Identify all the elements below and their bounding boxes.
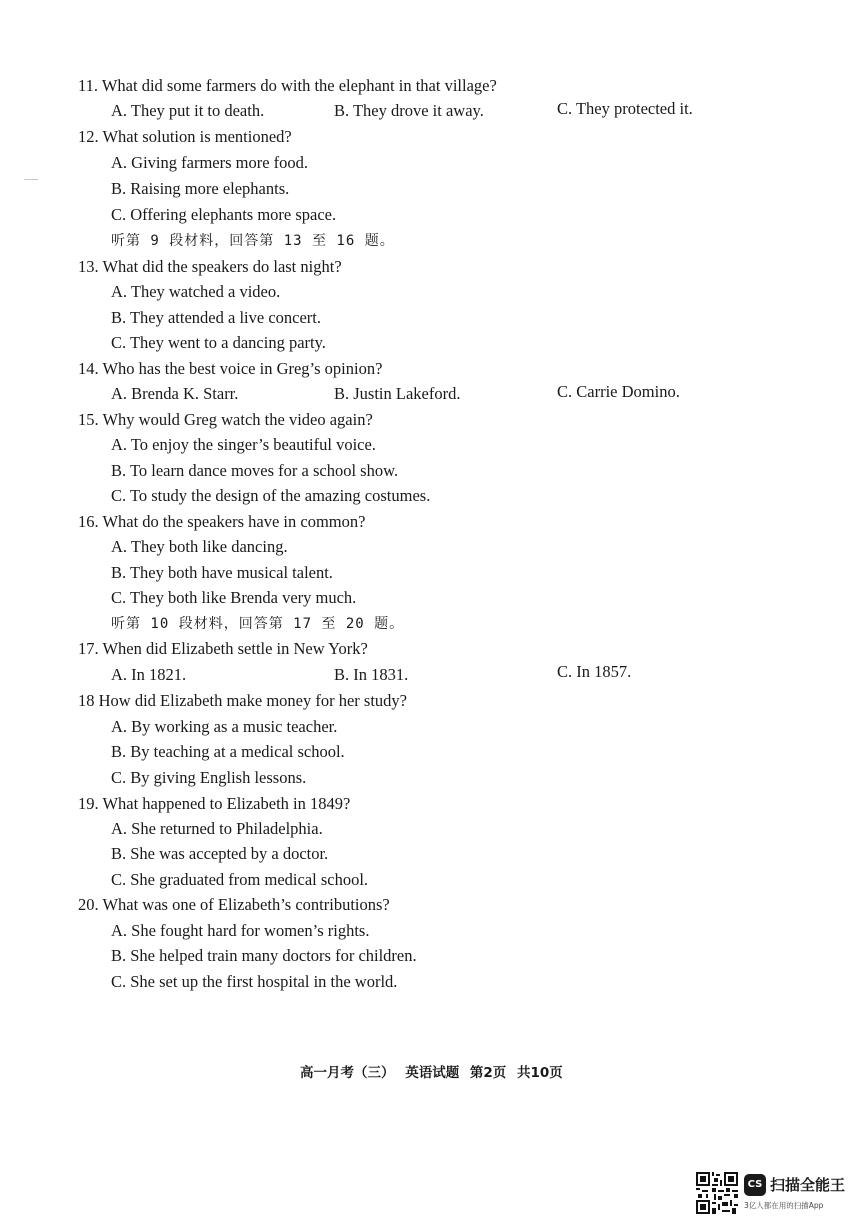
question-18: 18 How did Elizabeth make money for her study? [78, 691, 407, 710]
qr-code-icon [696, 1172, 738, 1214]
question-20-option-c: C. She set up the first hospital in the world. [111, 972, 398, 991]
question-14: 14. Who has the best voice in Greg’s opinion? [78, 359, 383, 378]
question-19-option-a: A. She returned to Philadelphia. [111, 819, 323, 838]
question-14-option-b: B. Justin Lakeford. [334, 384, 461, 403]
question-14-option-a: A. Brenda K. Starr. [111, 384, 239, 403]
question-13-option-c: C. They went to a dancing party. [111, 333, 326, 352]
question-18-option-b: B. By teaching at a medical school. [111, 742, 345, 761]
question-12-option-b: B. Raising more elephants. [111, 179, 290, 198]
question-17: 17. When did Elizabeth settle in New York? [78, 639, 368, 658]
question-15-option-a: A. To enjoy the singer’s beautiful voice. [111, 435, 376, 454]
question-14-option-c: C. Carrie Domino. [557, 382, 680, 401]
question-20: 20. What was one of Elizabeth’s contributions? [78, 895, 390, 914]
question-15-option-b: B. To learn dance moves for a school show. [111, 461, 399, 480]
question-11-option-c: C. They protected it. [557, 99, 693, 118]
question-13-option-a: A. They watched a video. [111, 282, 281, 301]
question-19-option-b: B. She was accepted by a doctor. [111, 844, 329, 863]
question-12: 12. What solution is mentioned? [78, 127, 292, 146]
question-20-option-b: B. She helped train many doctors for children. [111, 946, 417, 965]
question-11: 11. What did some farmers do with the elephant in that village? [78, 76, 497, 95]
question-11-option-a: A. They put it to death. [111, 101, 265, 120]
scanner-app-name: 扫描全能王 [770, 1176, 846, 1194]
section-instruction-10: 听第 10 段材料，回答第 17 至 20 题。 [111, 616, 405, 632]
question-17-option-c: C. In 1857. [557, 662, 632, 681]
question-16-option-a: A. They both like dancing. [111, 537, 288, 556]
question-19: 19. What happened to Elizabeth in 1849? [78, 794, 351, 813]
question-18-option-a: A. By working as a music teacher. [111, 717, 338, 736]
question-11-option-b: B. They drove it away. [334, 101, 484, 120]
section-instruction-9: 听第 9 段材料，回答第 13 至 16 题。 [111, 233, 395, 249]
question-13: 13. What did the speakers do last night? [78, 257, 342, 276]
question-17-option-a: A. In 1821. [111, 665, 187, 684]
scan-mark [24, 179, 38, 180]
question-19-option-c: C. She graduated from medical school. [111, 870, 369, 889]
page-footer: 高一月考（三） 英语试题 第2页 共10页 [300, 1065, 563, 1081]
question-16-option-c: C. They both like Brenda very much. [111, 588, 357, 607]
question-12-option-a: A. Giving farmers more food. [111, 153, 309, 172]
question-13-option-b: B. They attended a live concert. [111, 308, 321, 327]
question-18-option-c: C. By giving English lessons. [111, 768, 307, 787]
question-12-option-c: C. Offering elephants more space. [111, 205, 337, 224]
question-16-option-b: B. They both have musical talent. [111, 563, 333, 582]
scanner-tagline: 3亿人都在用的扫描App [744, 1201, 824, 1210]
question-16: 16. What do the speakers have in common? [78, 512, 366, 531]
question-17-option-b: B. In 1831. [334, 665, 409, 684]
question-15-option-c: C. To study the design of the amazing costumes. [111, 486, 431, 505]
question-20-option-a: A. She fought hard for women’s rights. [111, 921, 370, 940]
question-15: 15. Why would Greg watch the video again? [78, 410, 373, 429]
camscanner-logo-icon: CS [744, 1174, 766, 1196]
